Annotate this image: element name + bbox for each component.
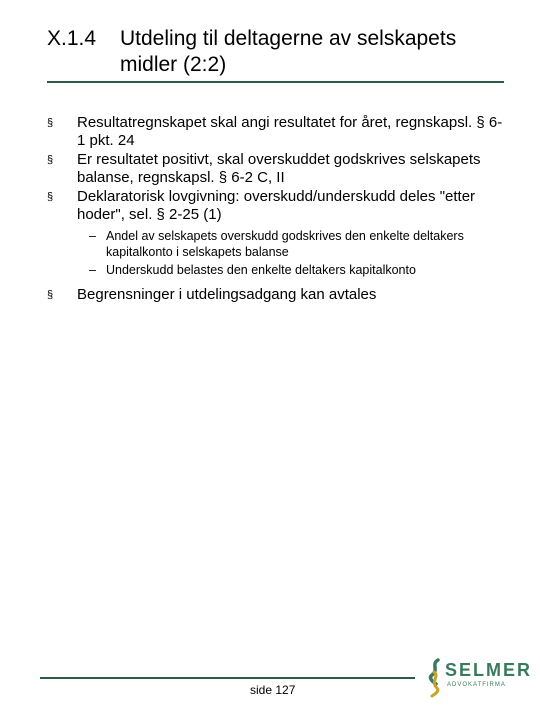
bullet-item [47, 286, 507, 304]
footer-divider [40, 677, 415, 679]
bullet-marker: § [47, 117, 54, 129]
title-divider [47, 81, 504, 83]
sub-bullet-text: Andel av selskapets overskudd godskrives den enkelte deltakers kapitalkonto i selskapets balanse [106, 229, 464, 259]
title-number: X.1.4 [47, 27, 97, 50]
dash-marker: – [89, 229, 96, 243]
selmer-logo [427, 656, 533, 700]
sub-bullet-item [47, 228, 507, 260]
bullet-marker: § [47, 289, 54, 301]
bullet-text: Er resultatet positivt, skal overskuddet godskrives selskapets balanse, regnskapsl. § 6-2 C, II [77, 151, 481, 186]
sub-bullet-item [47, 262, 507, 278]
bullet-list [47, 114, 507, 305]
dash-marker: – [89, 263, 96, 277]
bullet-marker: § [47, 191, 54, 203]
bullet-text: Begrensninger i utdelingsadgang kan avtales [77, 286, 377, 303]
logo-mark-icon [427, 658, 443, 698]
logo-wordmark: SELMER [445, 660, 533, 680]
bullet-text: Resultatregnskapet skal angi resultatet for året, regnskapsl. § 6-1 pkt. 24 [77, 114, 503, 149]
bullet-item [47, 151, 507, 187]
title-text: Utdeling til deltagerne av selskapets midler (2:2) [120, 27, 457, 76]
sub-bullet-list [47, 228, 507, 278]
sub-bullet-text: Underskudd belastes den enkelte deltakers kapitalkonto [106, 263, 416, 277]
bullet-item [47, 114, 507, 150]
logo-tagline: ADVOKATFIRMA [447, 682, 506, 688]
slide-title [47, 26, 517, 78]
bullet-marker: § [47, 154, 54, 166]
bullet-text: Deklaratorisk lovgivning: overskudd/underskudd deles "etter hoder", sel. § 2-25 (1) [77, 188, 476, 223]
page-number: side 127 [250, 683, 296, 697]
bullet-item [47, 188, 507, 224]
